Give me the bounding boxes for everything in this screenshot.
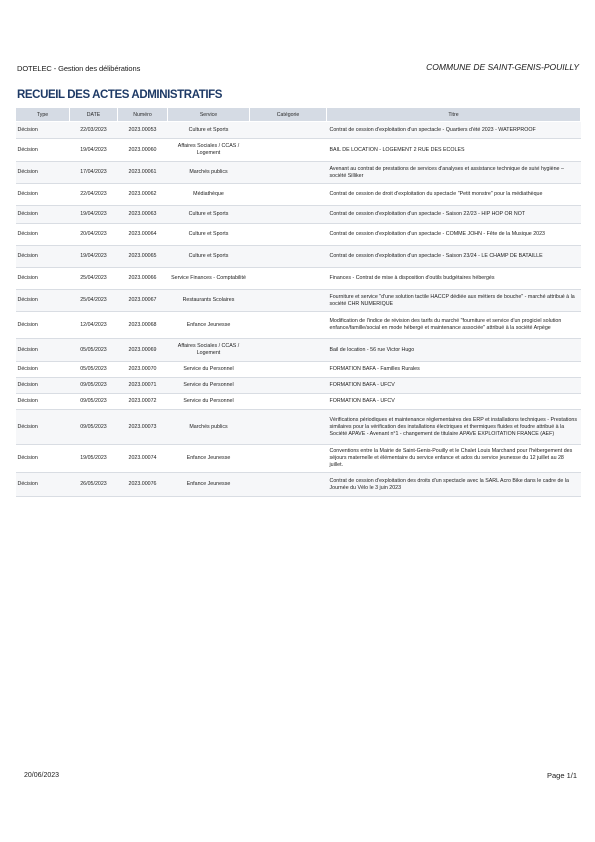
commune-name: COMMUNE DE SAINT-GENIS-POUILLY: [426, 62, 579, 72]
cell-date: 25/04/2023: [70, 268, 118, 290]
cell-number: 2023.00063: [118, 206, 168, 224]
cell-type: Décision: [16, 268, 70, 290]
cell-date: 19/04/2023: [70, 206, 118, 224]
cell-title: Vérifications périodiques et maintenance réglementaires des ERP et installations techniques - Prestations similaires pour la vérification des installations électriques et thermiques fluides et foudre attribué à la Société APAVE - Avenant n°1 - changement de titulaire APAVE EXPLOITATION FRANCE (AEF): [327, 410, 581, 445]
cell-title: Avenant au contrat de prestations de services d'analyses et assistance technique de suivi hygiène – société Silliker: [327, 162, 581, 184]
cell-date: 09/05/2023: [70, 410, 118, 445]
cell-title: FORMATION BAFA - UFCV: [327, 378, 581, 394]
table-row: [16, 410, 581, 445]
cell-type: Décision: [16, 445, 70, 473]
cell-title: Bail de location - 56 rue Victor Hugo: [327, 339, 581, 362]
cell-type: Décision: [16, 184, 70, 206]
cell-number: 2023.00065: [118, 246, 168, 268]
cell-service: Médiathèque: [168, 184, 250, 206]
cell-type: Décision: [16, 139, 70, 162]
column-header-service: Service: [168, 108, 250, 122]
document-title: RECUEIL DES ACTES ADMINISTRATIFS: [17, 89, 223, 101]
cell-number: 2023.00073: [118, 410, 168, 445]
cell-category: [250, 139, 327, 162]
cell-service: Enfance Jeunesse: [168, 473, 250, 497]
cell-category: [250, 268, 327, 290]
cell-category: [250, 362, 327, 378]
cell-number: 2023.00072: [118, 394, 168, 410]
cell-category: [250, 445, 327, 473]
cell-date: 09/05/2023: [70, 378, 118, 394]
table-row: [16, 445, 581, 473]
cell-date: 25/04/2023: [70, 290, 118, 312]
cell-title: Contrat de cession d'exploitation d'un spectacle - Saison 23/24 - LE CHAMP DE BATAILLE: [327, 246, 581, 268]
table-row: [16, 290, 581, 312]
cell-service: Culture et Sports: [168, 246, 250, 268]
cell-number: 2023.00060: [118, 139, 168, 162]
cell-number: 2023.00062: [118, 184, 168, 206]
cell-number: 2023.00064: [118, 224, 168, 246]
cell-category: [250, 206, 327, 224]
cell-type: Décision: [16, 162, 70, 184]
cell-type: Décision: [16, 206, 70, 224]
cell-number: 2023.00068: [118, 312, 168, 339]
table-row: [16, 312, 581, 339]
table-row: [16, 224, 581, 246]
column-header-category: Catégorie: [250, 108, 327, 122]
cell-number: 2023.00053: [118, 122, 168, 139]
column-header-date: DATE: [70, 108, 118, 122]
cell-date: 05/05/2023: [70, 362, 118, 378]
cell-type: Décision: [16, 312, 70, 339]
table-row: [16, 162, 581, 184]
table-row: [16, 139, 581, 162]
cell-type: Décision: [16, 410, 70, 445]
cell-category: [250, 394, 327, 410]
cell-service: Enfance Jeunesse: [168, 445, 250, 473]
cell-title: BAIL DE LOCATION - LOGEMENT 2 RUE DES ECOLES: [327, 139, 581, 162]
cell-service: Service du Personnel: [168, 362, 250, 378]
cell-service: Affaires Sociales / CCAS / Logement: [168, 139, 250, 162]
cell-date: 19/04/2023: [70, 246, 118, 268]
cell-category: [250, 122, 327, 139]
cell-title: Modification de l'indice de révision des tarifs du marché "fourniture et service d'un progiciel solution enfance/famille/social en mode hébergé et maintenance associée" attribué à la société Arpège: [327, 312, 581, 339]
cell-number: 2023.00066: [118, 268, 168, 290]
table-row: [16, 246, 581, 268]
cell-number: 2023.00069: [118, 339, 168, 362]
cell-type: Décision: [16, 339, 70, 362]
cell-number: 2023.00070: [118, 362, 168, 378]
cell-title: Fourniture et service "d'une solution tactile HACCP dédiée aux métiers de bouche" - marché attribué à la société CHR NUMERIQUE: [327, 290, 581, 312]
acts-table: [15, 107, 581, 497]
cell-category: [250, 473, 327, 497]
cell-type: Décision: [16, 122, 70, 139]
cell-type: Décision: [16, 362, 70, 378]
cell-title: Conventions entre la Mairie de Saint-Genis-Pouilly et le Chalet Louis Marchand pour l'hébergement des séjours maternelle et élémentaire du service enfance et ados du service jeunesse du 12 juillet au 28 juillet.: [327, 445, 581, 473]
cell-service: Service du Personnel: [168, 394, 250, 410]
cell-date: 22/03/2023: [70, 122, 118, 139]
table-row: [16, 122, 581, 139]
cell-number: 2023.00067: [118, 290, 168, 312]
column-header-number: Numéro: [118, 108, 168, 122]
cell-title: Contrat de cession d'exploitation des droits d'un spectacle avec la SARL Acro Bike dans le cadre de la Journée du Vélo le 3 juin 2023: [327, 473, 581, 497]
cell-date: 19/05/2023: [70, 445, 118, 473]
cell-title: Finances - Contrat de mise à disposition d'outils budgétaires hébergés: [327, 268, 581, 290]
cell-category: [250, 184, 327, 206]
cell-service: Service Finances - Comptabilité: [168, 268, 250, 290]
column-header-type: Type: [16, 108, 70, 122]
cell-type: Décision: [16, 378, 70, 394]
cell-date: 19/04/2023: [70, 139, 118, 162]
cell-category: [250, 224, 327, 246]
cell-date: 17/04/2023: [70, 162, 118, 184]
table-row: [16, 473, 581, 497]
cell-number: 2023.00076: [118, 473, 168, 497]
cell-service: Service du Personnel: [168, 378, 250, 394]
cell-category: [250, 162, 327, 184]
table-row: [16, 339, 581, 362]
cell-title: Contrat de cession d'exploitation d'un spectacle - Quartiers d'été 2023 - WATERPROOF: [327, 122, 581, 139]
cell-type: Décision: [16, 246, 70, 268]
cell-title: Contrat de cession d'exploitation d'un spectacle - COMME JOHN - Fête de la Musique 2023: [327, 224, 581, 246]
table-header-row: [16, 108, 581, 122]
cell-category: [250, 290, 327, 312]
cell-type: Décision: [16, 394, 70, 410]
cell-number: 2023.00074: [118, 445, 168, 473]
cell-service: Culture et Sports: [168, 206, 250, 224]
cell-service: Restaurants Scolaires: [168, 290, 250, 312]
cell-title: FORMATION BAFA - UFCV: [327, 394, 581, 410]
cell-type: Décision: [16, 290, 70, 312]
table-row: [16, 394, 581, 410]
cell-category: [250, 246, 327, 268]
cell-service: Culture et Sports: [168, 224, 250, 246]
cell-service: Marchés publics: [168, 162, 250, 184]
cell-category: [250, 339, 327, 362]
footer-date: 20/06/2023: [24, 772, 60, 779]
cell-service: Marchés publics: [168, 410, 250, 445]
table-row: [16, 362, 581, 378]
cell-service: Enfance Jeunesse: [168, 312, 250, 339]
table-row: [16, 206, 581, 224]
table-row: [16, 184, 581, 206]
column-header-title: Titre: [327, 108, 581, 122]
table-row: [16, 378, 581, 394]
cell-number: 2023.00071: [118, 378, 168, 394]
cell-number: 2023.00061: [118, 162, 168, 184]
cell-title: Contrat de cession de droit d'exploitation du spectacle "Petit monstre" pour la médiathèque: [327, 184, 581, 206]
table-row: [16, 268, 581, 290]
cell-date: 26/05/2023: [70, 473, 118, 497]
cell-date: 20/04/2023: [70, 224, 118, 246]
cell-category: [250, 312, 327, 339]
cell-title: Contrat de cession d'exploitation d'un spectacle - Saison 22/23 - HIP HOP OR NOT: [327, 206, 581, 224]
app-title: DOTELEC - Gestion des délibérations: [17, 64, 141, 73]
cell-category: [250, 378, 327, 394]
page-number: Page 1/1: [546, 771, 577, 780]
cell-service: Affaires Sociales / CCAS / Logement: [168, 339, 250, 362]
cell-date: 09/05/2023: [70, 394, 118, 410]
cell-date: 22/04/2023: [70, 184, 118, 206]
cell-type: Décision: [16, 473, 70, 497]
cell-type: Décision: [16, 224, 70, 246]
cell-date: 12/04/2023: [70, 312, 118, 339]
cell-date: 05/05/2023: [70, 339, 118, 362]
cell-service: Culture et Sports: [168, 122, 250, 139]
cell-title: FORMATION BAFA - Familles Rurales: [327, 362, 581, 378]
cell-category: [250, 410, 327, 445]
